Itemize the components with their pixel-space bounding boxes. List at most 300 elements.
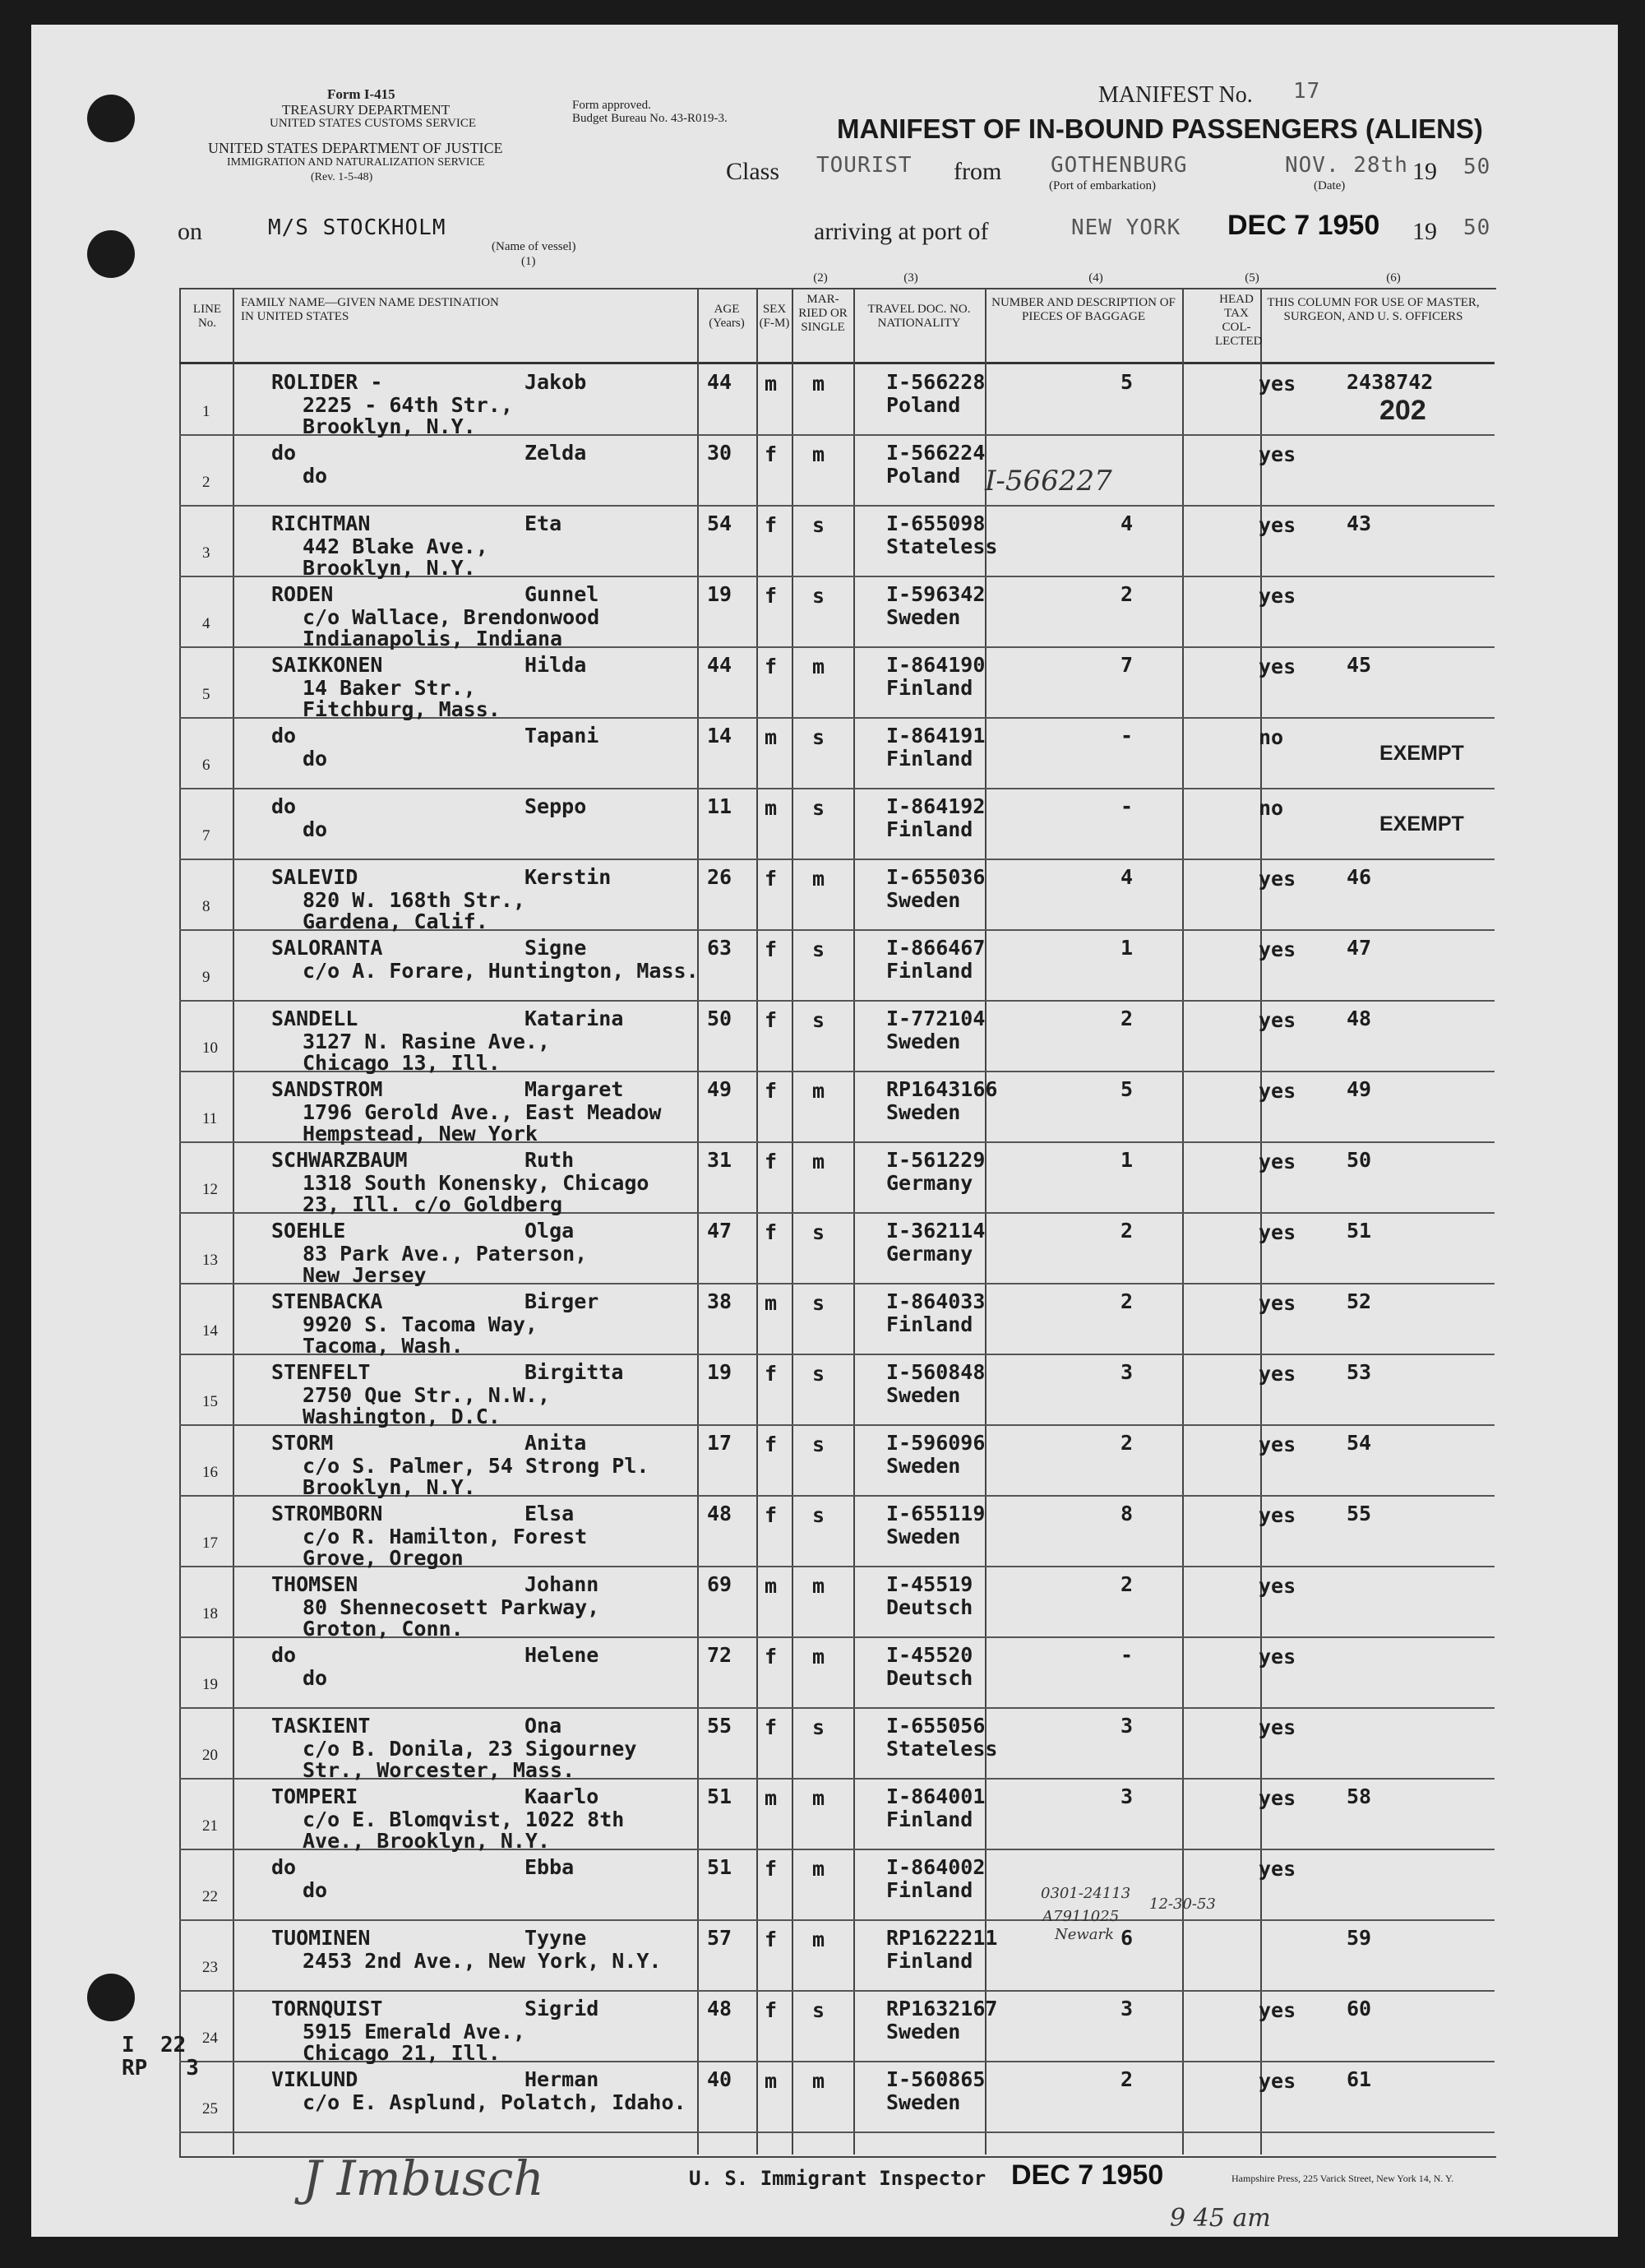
line-number: 3 — [202, 544, 210, 562]
sex: f — [765, 584, 778, 608]
baggage-count: 2 — [1121, 1572, 1134, 1596]
age: 31 — [707, 1148, 732, 1172]
nationality: Sweden — [886, 2090, 961, 2114]
officer-note: 2438742 — [1347, 370, 1434, 394]
head-tax: yes — [1259, 1574, 1296, 1598]
line-number: 24 — [202, 2030, 218, 2047]
address-line: 2750 Que Str., N.W., — [303, 1383, 551, 1407]
given-name: Ebba — [524, 1855, 575, 1879]
marital-status: m — [812, 1928, 825, 1951]
line-number: 13 — [202, 1252, 218, 1269]
travel-doc-no: I-655098 — [886, 511, 986, 535]
age: 54 — [707, 511, 732, 535]
baggage-count: 5 — [1121, 1077, 1134, 1101]
given-name: Gunnel — [524, 582, 599, 606]
stamp-202: 202 — [1379, 395, 1426, 426]
head-tax: yes — [1259, 1786, 1296, 1810]
address-line: do — [303, 1878, 328, 1902]
row-divider — [179, 1919, 1495, 1921]
manifest-title: MANIFEST OF IN-BOUND PASSENGERS (ALIENS) — [837, 113, 1483, 144]
address-line: 2225 - 64th Str., — [303, 393, 513, 417]
officer-note: 49 — [1347, 1077, 1372, 1101]
officer-note: 54 — [1347, 1431, 1372, 1455]
address-line: c/o R. Hamilton, Forest — [303, 1525, 588, 1548]
line-number: 6 — [202, 757, 210, 774]
marital-status: m — [812, 2069, 825, 2093]
address-line: New Jersey — [303, 1263, 427, 1287]
surname: TOMPERI — [271, 1784, 358, 1808]
surname: SALORANTA — [271, 936, 383, 960]
travel-doc-no: I-772104 — [886, 1007, 986, 1030]
age: 69 — [707, 1572, 732, 1596]
officer-note: 58 — [1347, 1784, 1372, 1808]
head-tax: yes — [1259, 513, 1296, 537]
line-number: 25 — [202, 2100, 218, 2118]
address-line: 820 W. 168th Str., — [303, 888, 525, 912]
surname: do — [271, 724, 297, 748]
customs-service: UNITED STATES CUSTOMS SERVICE — [270, 117, 477, 130]
baggage-count: 1 — [1121, 1148, 1134, 1172]
travel-doc-no: I-864192 — [886, 794, 986, 818]
officer-note: 60 — [1347, 1997, 1372, 2020]
col3-caption: (3) — [903, 271, 918, 285]
age: 19 — [707, 1360, 732, 1384]
col-divider — [697, 288, 699, 2155]
sex: m — [765, 1291, 778, 1315]
vessel-caption: (Name of vessel) — [492, 240, 576, 253]
year-suffix-2: 50 — [1463, 215, 1491, 240]
line-number: 23 — [202, 1959, 218, 1976]
travel-doc-no: I-864033 — [886, 1289, 986, 1313]
row-divider — [179, 1000, 1495, 1002]
age: 48 — [707, 1502, 732, 1525]
age: 72 — [707, 1643, 732, 1667]
line-number: 19 — [202, 1676, 218, 1693]
given-name: Tapani — [524, 724, 599, 748]
surname: RODEN — [271, 582, 334, 606]
punch-hole — [87, 1974, 135, 2021]
nationality: Sweden — [886, 1100, 961, 1124]
age: 26 — [707, 865, 732, 889]
surname: SCHWARZBAUM — [271, 1148, 408, 1172]
officer-note: 46 — [1347, 865, 1372, 889]
surname: do — [271, 1643, 297, 1667]
address-line: Chicago 21, Ill. — [303, 2041, 501, 2065]
nationality: Finland — [886, 1949, 973, 1973]
address-line: do — [303, 1666, 328, 1690]
given-name: Elsa — [524, 1502, 575, 1525]
col6-caption: (6) — [1386, 271, 1401, 285]
line-number: 18 — [202, 1605, 218, 1622]
manifest-label: MANIFEST No. — [1098, 82, 1253, 108]
given-name: Helene — [524, 1643, 599, 1667]
travel-doc-no: I-45519 — [886, 1572, 973, 1596]
nationality: Sweden — [886, 1030, 961, 1053]
line-number: 5 — [202, 686, 210, 703]
ebba-note-1: 0301-24113 — [1041, 1885, 1131, 1902]
baggage-count: 2 — [1121, 582, 1134, 606]
officer-note: 61 — [1347, 2067, 1372, 2091]
address-line: Brooklyn, N.Y. — [303, 1475, 476, 1499]
row-divider — [179, 505, 1495, 507]
date-caption: (Date) — [1314, 179, 1346, 192]
year-prefix: 19 — [1412, 158, 1437, 185]
address-line: Gardena, Calif. — [303, 910, 488, 933]
doc-correction: I-566227 — [985, 465, 1112, 498]
age: 40 — [707, 2067, 732, 2091]
head-tax: yes — [1259, 1998, 1296, 2022]
officer-note: 51 — [1347, 1219, 1372, 1243]
line-number: 10 — [202, 1039, 218, 1057]
address-line: Groton, Conn. — [303, 1617, 464, 1641]
head-tax: yes — [1259, 1079, 1296, 1103]
punch-hole — [87, 230, 135, 278]
officer-note: 55 — [1347, 1502, 1372, 1525]
nationality: Sweden — [886, 1383, 961, 1407]
surname: THOMSEN — [271, 1572, 358, 1596]
col-divider — [853, 288, 855, 2155]
sex: f — [765, 1503, 778, 1527]
head-tax: yes — [1259, 1008, 1296, 1032]
col5-caption: (5) — [1245, 271, 1259, 285]
inspector-label: U. S. Immigrant Inspector — [689, 2167, 987, 2190]
baggage-count: 2 — [1121, 1431, 1134, 1455]
travel-doc-no: I-45520 — [886, 1643, 973, 1667]
address-line: Grove, Oregon — [303, 1546, 464, 1570]
head-tax: yes — [1259, 867, 1296, 891]
marital-status: m — [812, 1150, 825, 1173]
nationality: Finland — [886, 747, 973, 771]
revision: (Rev. 1-5-48) — [311, 171, 373, 183]
sex: f — [765, 1433, 778, 1456]
head-tax: yes — [1259, 1220, 1296, 1244]
head-tax: yes — [1259, 372, 1296, 396]
totals-rp: RP 3 — [122, 2056, 199, 2081]
given-name: Tyyne — [524, 1926, 587, 1950]
header-divider — [179, 362, 1495, 364]
line-number: 8 — [202, 898, 210, 915]
nationality: Sweden — [886, 888, 961, 912]
sex: f — [765, 442, 778, 466]
nationality: Stateless — [886, 1737, 998, 1761]
sex: f — [765, 1645, 778, 1669]
year-prefix-2: 19 — [1412, 218, 1437, 245]
line-number: 16 — [202, 1464, 218, 1481]
baggage-count: 8 — [1121, 1502, 1134, 1525]
age: 30 — [707, 441, 732, 465]
travel-doc-no: RP1622211 — [886, 1926, 998, 1950]
officer-note: 47 — [1347, 936, 1372, 960]
baggage-count: - — [1121, 794, 1134, 818]
travel-doc-no: I-566228 — [886, 370, 986, 394]
surname: STENFELT — [271, 1360, 371, 1384]
marital-status: s — [812, 937, 825, 961]
totals-i: I 22 — [122, 2033, 187, 2057]
age: 49 — [707, 1077, 732, 1101]
given-name: Sigrid — [524, 1997, 599, 2020]
given-name: Signe — [524, 936, 587, 960]
address-line: Brooklyn, N.Y. — [303, 414, 476, 438]
sex: m — [765, 725, 778, 749]
head-tax: yes — [1259, 2069, 1296, 2093]
printer-imprint: Hampshire Press, 225 Varick Street, New York 14, N. Y. — [1231, 2173, 1454, 2184]
address-line: c/o E. Blomqvist, 1022 8th — [303, 1807, 625, 1831]
surname: do — [271, 794, 297, 818]
address-line: Str., Worcester, Mass. — [303, 1758, 575, 1782]
nationality: Finland — [886, 1878, 973, 1902]
travel-doc-no: I-560848 — [886, 1360, 986, 1384]
given-name: Johann — [524, 1572, 599, 1596]
sex: f — [765, 1220, 778, 1244]
baggage-count: - — [1121, 1643, 1134, 1667]
line-number: 20 — [202, 1747, 218, 1764]
nationality: Sweden — [886, 605, 961, 629]
age: 57 — [707, 1926, 732, 1950]
head-tax: yes — [1259, 1715, 1296, 1739]
marital-status: s — [812, 1291, 825, 1315]
sex: m — [765, 1574, 778, 1598]
head-tax: yes — [1259, 1362, 1296, 1386]
given-name: Zelda — [524, 441, 587, 465]
marital-status: s — [812, 1008, 825, 1032]
address-line: Tacoma, Wash. — [303, 1334, 464, 1358]
age: 19 — [707, 582, 732, 606]
address-line: c/o E. Asplund, Polatch, Idaho. — [303, 2090, 686, 2114]
officer-note: 45 — [1347, 653, 1372, 677]
marital-status: m — [812, 655, 825, 678]
surname: STORM — [271, 1431, 334, 1455]
baggage-count: 7 — [1121, 653, 1134, 677]
head-tax: yes — [1259, 1857, 1296, 1881]
baggage-count: 4 — [1121, 865, 1134, 889]
given-name: Anita — [524, 1431, 587, 1455]
given-name: Kerstin — [524, 865, 612, 889]
nationality: Finland — [886, 1312, 973, 1336]
marital-status: m — [812, 1645, 825, 1669]
given-name: Birgitta — [524, 1360, 624, 1384]
head-tax: yes — [1259, 1291, 1296, 1315]
travel-doc-no: RP1643166 — [886, 1077, 998, 1101]
footer-stamp: DEC 7 1950 — [1011, 2159, 1164, 2191]
address-line: 442 Blake Ave., — [303, 535, 488, 558]
officer-note: 52 — [1347, 1289, 1372, 1313]
surname: TORNQUIST — [271, 1997, 383, 2020]
sex: f — [765, 1362, 778, 1386]
on-label: on — [178, 218, 202, 245]
surname: ROLIDER - — [271, 370, 383, 394]
officer-note: EXEMPT — [1379, 812, 1464, 835]
nationality: Germany — [886, 1242, 973, 1266]
head-tax: yes — [1259, 937, 1296, 961]
address-line: do — [303, 817, 328, 841]
given-name: Birger — [524, 1289, 599, 1313]
line-number: 15 — [202, 1393, 218, 1410]
nationality: Finland — [886, 817, 973, 841]
age: 47 — [707, 1219, 732, 1243]
officer-note: 43 — [1347, 511, 1372, 535]
vessel-name: M/S STOCKHOLM — [268, 215, 446, 240]
officer-note: 48 — [1347, 1007, 1372, 1030]
address-line: do — [303, 747, 328, 771]
age: 51 — [707, 1855, 732, 1879]
given-name: Ruth — [524, 1148, 575, 1172]
marital-status: s — [812, 1503, 825, 1527]
baggage-count: 2 — [1121, 1289, 1134, 1313]
nationality: Finland — [886, 959, 973, 983]
marital-status: m — [812, 1079, 825, 1103]
age: 11 — [707, 794, 732, 818]
baggage-count: 5 — [1121, 370, 1134, 394]
year-suffix: 50 — [1463, 155, 1491, 179]
baggage-count: - — [1121, 724, 1134, 748]
surname: VIKLUND — [271, 2067, 358, 2091]
baggage-count: 4 — [1121, 511, 1134, 535]
nationality: Deutsch — [886, 1595, 973, 1619]
marital-status: m — [812, 1574, 825, 1598]
address-line: 83 Park Ave., Paterson, — [303, 1242, 588, 1266]
baggage-count: 2 — [1121, 1007, 1134, 1030]
nationality: Finland — [886, 676, 973, 700]
row-divider — [179, 1990, 1495, 1992]
travel-doc-no: I-864001 — [886, 1784, 986, 1808]
marital-status: m — [812, 1786, 825, 1810]
travel-doc-no: I-655036 — [886, 865, 986, 889]
nationality: Finland — [886, 1807, 973, 1831]
header-sex: SEX (F-M) — [759, 303, 790, 330]
travel-doc-no: I-655056 — [886, 1714, 986, 1738]
ebba-note-2: A7911025 — [1042, 1908, 1120, 1925]
baggage-count: 3 — [1121, 1714, 1134, 1738]
header-name: FAMILY NAME—GIVEN NAME DESTINATION IN UNITED STATES — [241, 296, 499, 323]
ins-service: IMMIGRATION AND NATURALIZATION SERVICE — [227, 156, 485, 169]
head-tax: yes — [1259, 1645, 1296, 1669]
head-tax: yes — [1259, 1433, 1296, 1456]
marital-status: s — [812, 1715, 825, 1739]
sex: f — [765, 867, 778, 891]
inspector-signature: J Imbusch — [303, 2150, 544, 2206]
from-label: from — [954, 158, 1002, 185]
age: 63 — [707, 936, 732, 960]
address-line: c/o A. Forare, Huntington, Mass. — [303, 959, 699, 983]
age: 14 — [707, 724, 732, 748]
surname: SALEVID — [271, 865, 358, 889]
travel-doc-no: I-596096 — [886, 1431, 986, 1455]
line-number: 11 — [202, 1110, 218, 1127]
surname: RICHTMAN — [271, 511, 371, 535]
surname: do — [271, 441, 297, 465]
sex: m — [765, 1786, 778, 1810]
sex: f — [765, 1998, 778, 2022]
sex: f — [765, 1928, 778, 1951]
treasury-dept: TREASURY DEPARTMENT — [282, 102, 451, 118]
line-number: 14 — [202, 1322, 218, 1340]
given-name: Eta — [524, 511, 562, 535]
sex: f — [765, 937, 778, 961]
budget-bureau: Budget Bureau No. 43-R019-3. — [572, 112, 728, 125]
travel-doc-no: I-561229 — [886, 1148, 986, 1172]
surname: SOEHLE — [271, 1219, 346, 1243]
travel-doc-no: I-560865 — [886, 2067, 986, 2091]
line-number: 7 — [202, 827, 210, 845]
sex: f — [765, 655, 778, 678]
baggage-count: 1 — [1121, 936, 1134, 960]
travel-doc-no: I-362114 — [886, 1219, 986, 1243]
given-name: Jakob — [524, 370, 587, 394]
line-number: 2 — [202, 474, 210, 491]
age: 17 — [707, 1431, 732, 1455]
class-label: Class — [726, 158, 780, 185]
class-value: TOURIST — [816, 153, 913, 178]
address-line: c/o S. Palmer, 54 Strong Pl. — [303, 1454, 649, 1478]
address-line: 23, Ill. c/o Goldberg — [303, 1192, 563, 1216]
address-line: Chicago 13, Ill. — [303, 1051, 501, 1075]
marital-status: s — [812, 796, 825, 820]
marital-status: s — [812, 584, 825, 608]
nationality: Stateless — [886, 535, 998, 558]
nationality: Poland — [886, 464, 961, 488]
header-head-tax: HEAD TAX COL-LECTED — [1215, 293, 1263, 348]
travel-doc-no: I-866467 — [886, 936, 986, 960]
sex: f — [765, 1150, 778, 1173]
age: 50 — [707, 1007, 732, 1030]
arrival-port: NEW YORK — [1071, 215, 1181, 240]
sex: m — [765, 2069, 778, 2093]
address-line: Ave., Brooklyn, N.Y. — [303, 1829, 551, 1853]
address-line: Washington, D.C. — [303, 1405, 501, 1428]
address-line: Hempstead, New York — [303, 1122, 538, 1146]
justice-dept: UNITED STATES DEPARTMENT OF JUSTICE — [208, 140, 503, 156]
nationality: Sweden — [886, 2020, 961, 2044]
officer-note: 50 — [1347, 1148, 1372, 1172]
travel-doc-no: I-864190 — [886, 653, 986, 677]
head-tax: yes — [1259, 655, 1296, 678]
travel-doc-no: I-864191 — [886, 724, 986, 748]
age: 48 — [707, 1997, 732, 2020]
officer-note: 53 — [1347, 1360, 1372, 1384]
col-divider — [233, 288, 234, 2155]
ebba-note-3: Newark — [1055, 1926, 1115, 1943]
col4-caption: (4) — [1088, 271, 1103, 285]
nationality: Sweden — [886, 1525, 961, 1548]
row-divider — [179, 2131, 1495, 2133]
head-tax: no — [1259, 725, 1284, 749]
col1-caption: (1) — [521, 255, 536, 268]
baggage-count: 3 — [1121, 1360, 1134, 1384]
port-of-embarkation: GOTHENBURG — [1051, 153, 1188, 178]
given-name: Ona — [524, 1714, 562, 1738]
address-line: 3127 N. Rasine Ave., — [303, 1030, 551, 1053]
baggage-count: 3 — [1121, 1997, 1134, 2020]
travel-doc-no: I-655119 — [886, 1502, 986, 1525]
col-divider — [1182, 288, 1184, 2155]
marital-status: s — [812, 1220, 825, 1244]
marital-status: m — [812, 442, 825, 466]
sex: f — [765, 1008, 778, 1032]
age: 38 — [707, 1289, 732, 1313]
marital-status: m — [812, 867, 825, 891]
marital-status: s — [812, 1433, 825, 1456]
form-approved: Form approved. — [572, 99, 651, 112]
departure-date: NOV. 28th — [1285, 153, 1408, 178]
header-officers: THIS COLUMN FOR USE OF MASTER, SURGEON, AND U. S. OFFICERS — [1267, 296, 1480, 323]
baggage-count: 3 — [1121, 1784, 1134, 1808]
officer-note: EXEMPT — [1379, 742, 1464, 765]
officer-note: 59 — [1347, 1926, 1372, 1950]
nationality: Deutsch — [886, 1666, 973, 1690]
age: 44 — [707, 653, 732, 677]
surname: TASKIENT — [271, 1714, 371, 1738]
head-tax: yes — [1259, 442, 1296, 466]
